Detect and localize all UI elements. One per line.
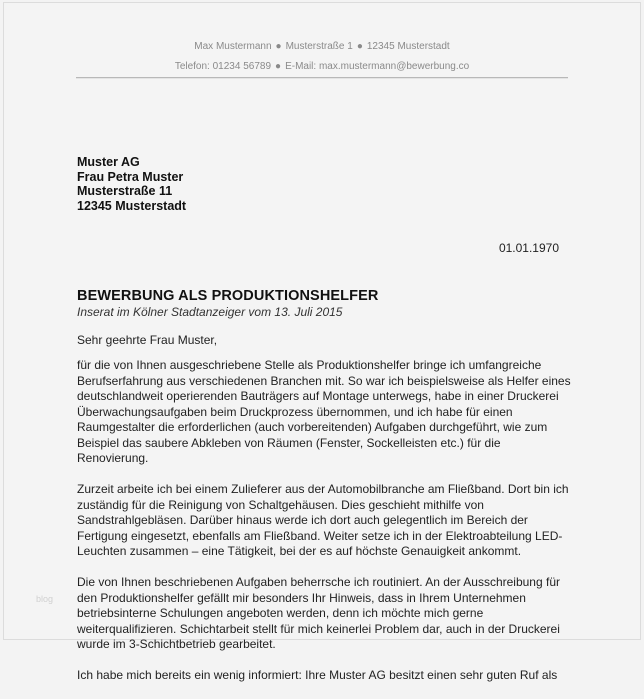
sender-city: 12345 Musterstadt (366, 41, 450, 52)
sender-street: Musterstraße 1 (285, 41, 353, 52)
bullet-separator-icon: ● (356, 41, 363, 52)
body-line: Ich habe mich bereits ein wenig informiert: Ihre Muster AG besitzt einen sehr guten Ruf als (77, 668, 558, 682)
body-paragraph (77, 358, 569, 467)
sender-phone: Telefon: 01234 56789 (174, 61, 272, 72)
body-line: wurde im 3-Schichtbetrieb gearbeitet. (77, 637, 276, 651)
body-paragraph (77, 575, 569, 653)
salutation: Sehr geehrte Frau Muster, (77, 333, 218, 347)
recipient-city: 12345 Musterstadt (77, 198, 187, 213)
recipient-contact: Frau Petra Muster (77, 169, 184, 184)
sender-email: E-Mail: max.mustermann@bewerbung.co (285, 61, 470, 72)
sender-header (0, 37, 644, 77)
body-line: betriebsinterne Schulungen angeboten werden, denn ich möchte mich gerne (77, 606, 484, 620)
body-line: zuständig für die Reinigung von Schaltgehäusen. Dies geschieht mithilfe von (77, 497, 484, 512)
header-divider (76, 77, 568, 79)
body-line: Berufserfahrung aus verschiedenen Branchen mit. So war ich beispielsweise als Helfer eines (77, 373, 571, 388)
bullet-separator-icon: ● (275, 61, 282, 72)
letter-date: 01.01.1970 (498, 241, 559, 255)
subject-title: BEWERBUNG ALS PRODUKTIONSHELFER (77, 288, 379, 304)
body-line: Sandstrahlgebläsen. Darüber hinaus werde ich dort auch gelegentlich im Bereich der (77, 513, 528, 527)
body-line: weiterqualifizieren. Schichtarbeit stellt für mich keinerlei Problem dar, auch in der Druckerei (77, 621, 560, 636)
body-paragraph (77, 668, 569, 684)
body-line: Renovierung. (77, 451, 149, 465)
body-line: Leuchten zusammen – eine Tätigkeit, bei der es auf höchste Genauigkeit ankommt. (77, 544, 522, 558)
subject-reference: Inserat im Kölner Stadtanzeiger vom 13. Juli 2015 (77, 305, 343, 319)
recipient-street: Musterstraße 11 (77, 184, 173, 198)
letter-body (77, 358, 569, 699)
body-line: Raumgestalter die erforderlichen (auch vorbereitenden) Aufgaben durchgeführt, wie zum (77, 420, 548, 434)
watermark-text: blog (36, 594, 54, 604)
bullet-separator-icon: ● (275, 41, 282, 52)
sender-name: Max Mustermann (194, 41, 272, 52)
body-line: deutschlandweit operierenden Bauträgers auf Montage unterwegs, habe in einer Druckerei (77, 389, 559, 403)
body-paragraph (77, 482, 569, 560)
recipient-company: Muster AG (77, 155, 140, 169)
sender-address-line (0, 37, 644, 57)
body-line: für die von Ihnen ausgeschriebene Stelle als Produktionshelfer bringe ich umfangreiche (77, 358, 542, 372)
body-line: den Produktionshelfer gefällt mir besonders Ihr Hinweis, dass in Ihrem Unternehmen (77, 590, 526, 605)
sender-contact-line (0, 57, 644, 77)
body-line: Überwachungsaufgaben beim Druckprozess übernommen, und ich habe für einen (77, 404, 513, 419)
body-line: Fertigung eingesetzt, ebenfalls am Fließband. Weiter setze ich in der Elektroabteilung LED- (77, 528, 563, 543)
recipient-address (77, 155, 186, 213)
body-line: Beispiel das saubere Abkleben von Räumen (Fenster, Sockelleisten etc.) für die (77, 435, 501, 450)
body-line: Die von Ihnen beschriebenen Aufgaben beherrsche ich routiniert. An der Ausschreibung für (77, 575, 560, 589)
body-line: Zurzeit arbeite ich bei einem Zulieferer aus der Automobilbranche am Fließband. Dort bin ich (77, 482, 569, 496)
